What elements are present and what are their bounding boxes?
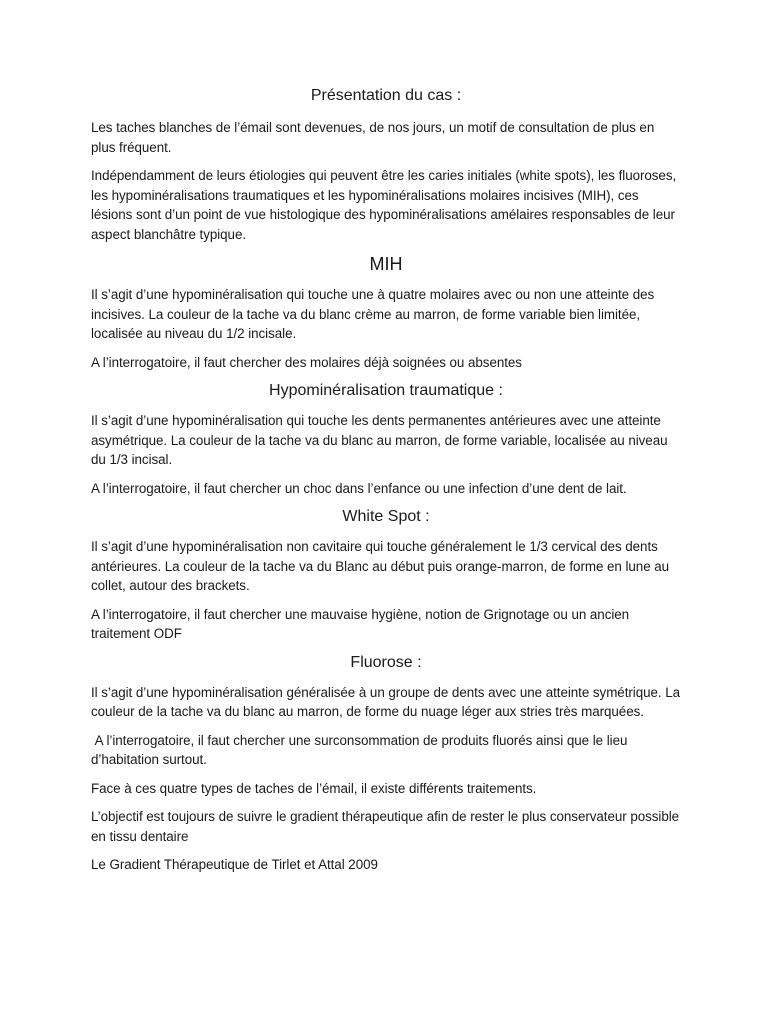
- trauma-paragraph-2: A l’interrogatoire, il faut chercher un choc dans l’enfance ou une infection d’une dent de lait.: [91, 480, 627, 496]
- fluorose-paragraph-5: Le Gradient Thérapeutique de Tirlet et Attal 2009: [91, 857, 378, 872]
- document-page: [91, 86, 681, 884]
- white-spot-paragraph-1: Il s’agit d’une hypominéralisation non cavitaire qui touche généralement le 1/3 cervical des dents antérieures. La couleur de la tache va du Blanc au début puis orange-marron, de forme en lune au collet, autour des brackets.: [91, 539, 670, 593]
- trauma-paragraph-1: Il s’agit d’une hypominéralisation qui touche les dents permanentes antérieures avec une atteinte asymétrique. La couleur de la tache va du blanc au marron, de forme variable, localisée au niveau du 1/3 incisal.: [91, 413, 668, 467]
- mih-paragraph-1: Il s’agit d’une hypominéralisation qui touche une à quatre molaires avec ou non une atteinte des incisives. La couleur de la tache va du blanc crème au marron, de forme variable bien limitée, localisée au niveau du 1/2 incisale.: [91, 287, 655, 341]
- fluorose-paragraph-2: A l’interrogatoire, il faut chercher une surconsommation de produits fluorés ainsi que le lieu d’habitation surtout.: [91, 732, 632, 767]
- intro-paragraph-1: Les taches blanches de l’émail sont devenues, de nos jours, un motif de consultation de plus en plus fréquent.: [91, 120, 655, 155]
- fluorose-paragraph-4: L’objectif est toujours de suivre le gradient thérapeutique afin de rester le plus conservateur possible en tissu dentaire: [91, 809, 680, 844]
- document-title: Présentation du cas :: [310, 87, 462, 104]
- section-heading-mih: MIH: [369, 254, 403, 274]
- intro-paragraph-2: Indépendamment de leurs étiologies qui peuvent être les caries initiales (white spots), les fluoroses, les hypominéralisations traumatiques et les hypominéralisations molaires incisives (MIH), ces lésions sont d’un point de vue histologique des hypominéralisations amélaires responsables de leur aspect blanchâtre typique.: [91, 168, 677, 242]
- fluorose-paragraph-3: Face à ces quatre types de taches de l’émail, il existe différents traitements.: [91, 780, 537, 796]
- fluorose-paragraph-1: Il s’agit d’une hypominéralisation généralisée à un groupe de dents avec une atteinte symétrique. La couleur de la tache va du blanc au marron, de forme du nuage léger aux stries très marquées.: [91, 684, 681, 719]
- mih-paragraph-2: A l’interrogatoire, il faut chercher des molaires déjà soignées ou absentes: [91, 354, 522, 370]
- section-heading-fluorose: Fluorose :: [350, 653, 422, 671]
- section-heading-white-spot: White Spot :: [342, 508, 430, 525]
- section-heading-trauma: Hypominéralisation traumatique :: [269, 382, 503, 399]
- white-spot-paragraph-2: A l’interrogatoire, il faut chercher une mauvaise hygiène, notion de Grignotage ou un ancien traitement ODF: [91, 606, 630, 641]
